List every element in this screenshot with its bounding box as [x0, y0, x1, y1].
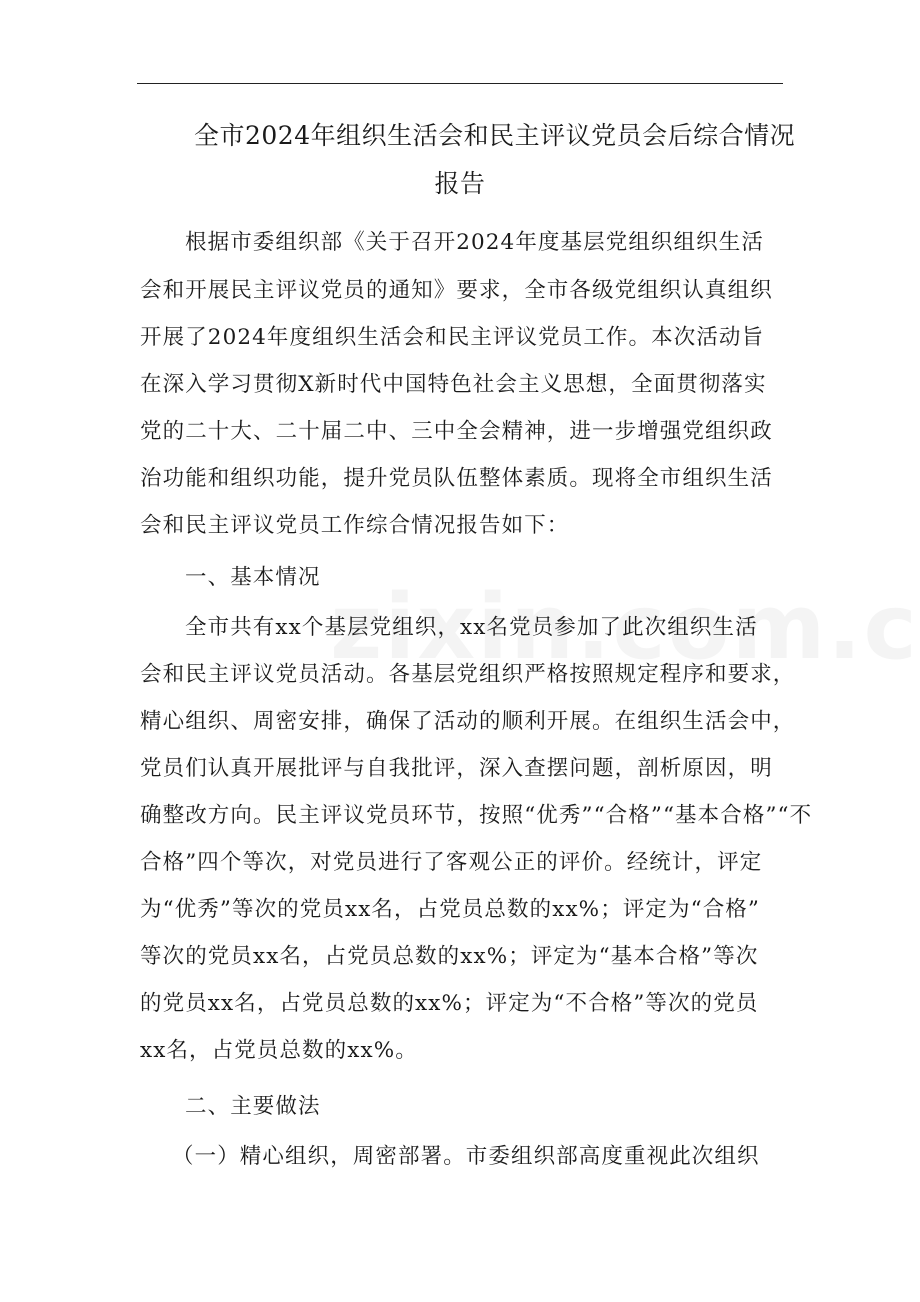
document-title-line-1: 全市2024年组织生活会和民主评议党员会后综合情况 — [194, 121, 796, 150]
section-heading: 二、主要做法 — [185, 1094, 321, 1119]
paragraph-line: 的党员xx名，占党员总数的xx%；评定为“不合格”等次的党员 — [140, 991, 759, 1016]
subsection-line: （一）精心组织，周密部署。市委组织部高度重视此次组织 — [172, 1144, 760, 1169]
paragraph-line: 会和开展民主评议党员的通知》要求，全市各级党组织认真组织 — [140, 278, 773, 303]
paragraph-line: 根据市委组织部《关于召开2024年度基层党组织组织生活 — [185, 230, 764, 255]
paragraph-line: 精心组织、周密安排，确保了活动的顺利开展。在组织生活会中， — [140, 709, 796, 734]
section-heading: 一、基本情况 — [185, 565, 321, 590]
paragraph-line: 在深入学习贯彻X新时代中国特色社会主义思想，全面贯彻落实 — [140, 372, 767, 397]
paragraph-line: 治功能和组织功能，提升党员队伍整体素质。现将全市组织生活 — [140, 466, 773, 491]
paragraph-line: 党的二十大、二十届二中、三中全会精神，进一步增强党组织政 — [140, 419, 773, 444]
paragraph-line: 会和民主评议党员活动。各基层党组织严格按照规定程序和要求， — [140, 662, 796, 687]
paragraph-line: 开展了2024年度组织生活会和民主评议党员工作。本次活动旨 — [140, 325, 765, 350]
paragraph-line: 确整改方向。民主评议党员环节，按照“优秀”“合格”“基本合格”“不 — [140, 803, 813, 828]
paragraph-line: xx名，占党员总数的xx%。 — [140, 1038, 418, 1063]
paragraph-line: 为“优秀”等次的党员xx名，占党员总数的xx%；评定为“合格” — [140, 897, 760, 922]
header-rule — [137, 83, 783, 84]
document-title-line-2: 报告 — [434, 169, 486, 198]
paragraph-line: 全市共有xx个基层党组织，xx名党员参加了此次组织生活 — [185, 615, 758, 640]
paragraph-line: 党员们认真开展批评与自我批评，深入查摆问题，剖析原因，明 — [140, 756, 773, 781]
paragraph-line: 会和民主评议党员工作综合情况报告如下： — [140, 513, 570, 538]
paragraph-line: 等次的党员xx名，占党员总数的xx%；评定为“基本合格”等次 — [140, 944, 759, 969]
paragraph-line: 合格”四个等次，对党员进行了客观公正的评价。经统计，评定 — [140, 850, 763, 875]
